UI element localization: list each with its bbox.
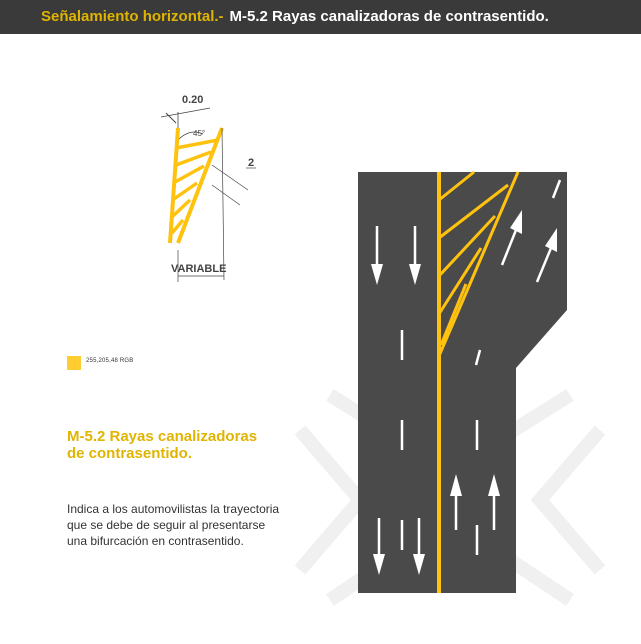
width-label: 0.20	[182, 94, 204, 106]
angle-label: 45°	[193, 129, 206, 138]
header-main-title: M-5.2 Rayas canalizadoras de contrasentido.	[229, 8, 549, 25]
section-description: Indica a los automovilistas la trayectoria que se debe de seguir al presentarse una bifurcación en contrasentido.	[67, 502, 280, 548]
header-category: Señalamiento horizontal.-	[41, 8, 224, 25]
color-swatch-label: 255,205,48 RGB	[86, 358, 134, 364]
spacing-label: 2	[248, 157, 255, 169]
length-label: VARIABLE	[171, 263, 227, 275]
asphalt	[358, 172, 567, 593]
section-title: M-5.2 Rayas canalizadoras de contrasentido.	[67, 428, 258, 462]
